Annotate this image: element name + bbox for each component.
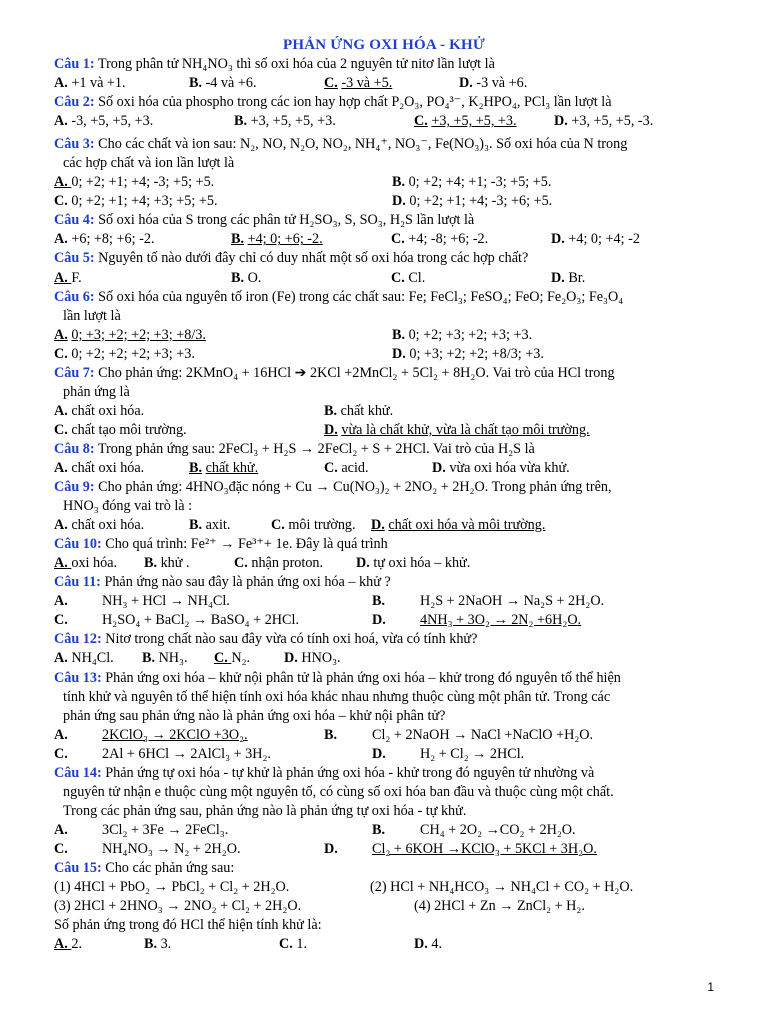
question-1: Câu 1: Trong phân tử NH₄NO₃ thì số oxi hóa của 2 nguyên tử nitơ lần lượt là [54, 56, 495, 72]
option-a: 2KClO₃ → 2KClO +3O₂. [102, 726, 248, 743]
question-8: Câu 8: Trong phản ứng sau: 2FeCl₃ + H₂S → 2FeCl₂ + S + 2HCl. Vai trò của H₂S là [54, 440, 535, 457]
option-d: HNO₃. [301, 650, 341, 667]
option-b: -4 và +6. [205, 75, 257, 92]
option-a: NH₃ + HCl → NH₄Cl. [102, 593, 230, 610]
option-d: tự oxi hóa – khử. [373, 555, 471, 572]
options-q10: A. oxi hóa. B. khử . C. nhận proton. D. tự oxi hóa – khử. [54, 554, 718, 573]
option-d: 4NH₃ + 3O₂ → 2N₂ +6H₂O. [420, 612, 582, 629]
option-a: +6; +8; +6; -2. [71, 231, 155, 248]
option-c: acid. [341, 459, 369, 476]
reactions-q15-row1 [54, 878, 718, 897]
option-c: +3, +5, +5, +3. [431, 113, 517, 130]
option-b: +4; 0; +6; -2. [247, 231, 323, 248]
option-a: oxi hóa. [71, 555, 118, 572]
question-11: Câu 11: Phản ứng nào sau đây là phản ứng oxi hóa – khử ? [54, 574, 391, 591]
question-3-line2: các hợp chất và ion lần lượt là [63, 155, 235, 172]
options-q15: A. 2. B. 3. C. 1. D. 4. [54, 935, 718, 954]
question-6-line2: lần lượt là [63, 307, 121, 324]
options-q6: A. 0; +3; +2; +2; +3; +8/3. B. 0; +2; +3; +2; +3; +3. [54, 326, 718, 345]
option-d: Br. [568, 269, 586, 286]
option-c: môi trường. [288, 517, 356, 534]
options-q8: A. chất oxi hóa. B. chất khử. C. acid. D. vừa oxi hóa vừa khử. [54, 459, 718, 478]
question-6: Câu 6: Số oxi hóa của nguyên tố iron (Fe) trong các chất sau: Fe; FeCl₃; FeSO₄; FeO; Fe₂O₃; Fe₃O₄ [54, 288, 624, 305]
option-c: -3 và +5. [341, 75, 393, 92]
option-c: 1. [296, 936, 307, 953]
reaction-4: (4) 2HCl + Zn → ZnCl₂ + H₂. [414, 898, 585, 915]
option-b: khử . [160, 555, 190, 572]
option-b: Cl₂ + 2NaOH → NaCl +NaClO +H₂O. [372, 726, 594, 743]
options-q14: A. 3Cl₂ + 3Fe → 2FeCl₃. B. CH₄ + 2O₂ →CO₂ + 2H₂O. [54, 821, 718, 840]
options-q3-row2: C. 0; +2; +1; +4; +3; +5; +5. D. 0; +2; +1; +4; -3; +6; +5. [54, 192, 718, 211]
options-q1: A. +1 và +1. B. -4 và +6. C. -3 và +5. D. -3 và +6. [54, 74, 718, 93]
question-14-line3: Trong các phản ứng sau, phản ứng nào là phản ứng tự oxi hóa - tự khử. [63, 802, 467, 819]
options-q12: A. NH₄Cl. B. NH₃. C. N₂. D. HNO₃. [54, 649, 718, 668]
option-c: +4; -8; +6; -2. [408, 231, 489, 248]
option-b: NH₃. [158, 650, 188, 667]
options-q4: A. +6; +8; +6; -2. B. +4; 0; +6; -2. C. +4; -8; +6; -2. D. +4; 0; +4; -2 [54, 230, 718, 249]
option-b: +3, +5, +5, +3. [250, 113, 336, 130]
option-b: H₂S + 2NaOH → Na₂S + 2H₂O. [420, 593, 605, 610]
question-9: Câu 9: Cho phản ứng: 4HNO₃đặc nóng + Cu → Cu(NO₃)₂ + 2NO₂ + 2H₂O. Trong phản ứng trên, [54, 479, 612, 496]
reaction-3: (3) 2HCl + 2HNO₃ → 2NO₂ + Cl₂ + 2H₂O. [54, 898, 302, 915]
option-a: 3Cl₂ + 3Fe → 2FeCl₃. [102, 821, 229, 838]
option-b: 0; +2; +3; +2; +3; +3. [408, 326, 533, 343]
option-d: -3 và +6. [476, 75, 528, 92]
option-d: chất oxi hóa và môi trường. [388, 517, 546, 534]
option-d: vừa oxi hóa vừa khử. [449, 459, 570, 476]
option-c: 2Al + 6HCl → 2AlCl₃ + 3H₂. [102, 745, 271, 762]
option-b: O. [247, 269, 262, 286]
reactions-q15-row2 [54, 897, 718, 916]
question-13-line2: tính khử và nguyên tố thể hiện tính oxi hóa khác nhau nhưng thuộc cùng một phân tử. Trong các [63, 688, 611, 705]
option-d: Cl₂ + 6KOH →KClO₃ + 5KCl + 3H₂O. [372, 840, 597, 857]
question-13-line3: phản ứng sau phản ứng nào là phản ứng oxi hóa – khử nội phân tử? [63, 707, 446, 724]
option-d: +4; 0; +4; -2 [568, 231, 640, 248]
options-q7-row2: C. chất tạo môi trường. D. vừa là chất khử, vừa là chất tạo môi trường. [54, 421, 718, 440]
question-10: Câu 10: Cho quá trình: Fe²⁺ → Fe³⁺+ 1e. Đây là quá trình [54, 536, 388, 553]
options-q13: A. 2KClO₃ → 2KClO +3O₂. B. Cl₂ + 2NaOH → NaCl +NaClO +H₂O. [54, 726, 718, 745]
question-13: Câu 13: Phản ứng oxi hóa – khử nội phân tử là phản ứng oxi hóa – khử trong đó nguyên tố thể hiện [54, 669, 621, 686]
options-q7: A. chất oxi hóa. B. chất khử. [54, 402, 718, 421]
option-c: NH₄NO₃ → N₂ + 2H₂O. [102, 840, 241, 857]
options-q11: A. NH₃ + HCl → NH₄Cl. B. H₂S + 2NaOH → Na₂S + 2H₂O. [54, 592, 718, 611]
option-a: F. [71, 269, 82, 286]
option-a: chất oxi hóa. [71, 402, 145, 419]
reaction-2: (2) HCl + NH₄HCO₃ → NH₄Cl + CO₂ + H₂O. [370, 879, 634, 896]
question-4: Câu 4: Số oxi hóa của S trong các phân tử H₂SO₃, S, SO₃, H₂S lần lượt là [54, 212, 475, 229]
options-q3: A. 0; +2; +1; +4; -3; +5; +5. B. 0; +2; +4; +1; -3; +5; +5. [54, 173, 718, 192]
page-number: 1 [707, 980, 714, 994]
option-b: CH₄ + 2O₂ →CO₂ + 2H₂O. [420, 821, 576, 838]
option-b: chất khử. [340, 402, 394, 419]
option-d: 0; +3; +2; +2; +8/3; +3. [409, 345, 544, 362]
option-d: +3, +5, +5, -3. [571, 113, 654, 130]
option-b: 3. [160, 936, 172, 953]
options-q5: A. F. B. O. C. Cl. D. Br. [54, 269, 718, 288]
option-c: 0; +2; +1; +4; +3; +5; +5. [71, 193, 218, 210]
option-a: NH₄Cl. [71, 650, 114, 667]
option-a: 0; +3; +2; +2; +3; +8/3. [71, 326, 206, 343]
option-a: chất oxi hóa. [71, 517, 145, 534]
question-list [54, 55, 718, 954]
option-a: -3, +5, +5, +3. [71, 113, 154, 130]
question-12: Câu 12: Nitơ trong chất nào sau đây vừa có tính oxi hoá, vừa có tính khử? [54, 631, 478, 648]
option-a: 0; +2; +1; +4; -3; +5; +5. [71, 174, 215, 191]
options-q9: A. chất oxi hóa. B. axit. C. môi trường. D. chất oxi hóa và môi trường. [54, 516, 718, 535]
option-a: chất oxi hóa. [71, 459, 145, 476]
option-d: 0; +2; +1; +4; -3; +6; +5. [409, 193, 553, 210]
options-q14-row2: C. NH₄NO₃ → N₂ + 2H₂O. D. Cl₂ + 6KOH →KClO₃ + 5KCl + 3H₂O. [54, 840, 718, 859]
option-b: 0; +2; +4; +1; -3; +5; +5. [408, 174, 552, 191]
option-a: 2. [71, 936, 82, 953]
option-c: Cl. [408, 269, 426, 286]
question-15-line2: Số phản ứng trong đó HCl thể hiện tính khử là: [54, 917, 322, 934]
question-7-line2: phản ứng là [63, 383, 130, 400]
question-3: Câu 3: Cho các chất và ion sau: N₂, NO, N₂O, NO₂, NH₄⁺, NO₃⁻, Fe(NO₃)₃. Số oxi hóa của N trong [54, 136, 628, 153]
options-q11-row2: C. H₂SO₄ + BaCl₂ → BaSO₄ + 2HCl. D. 4NH₃ + 3O₂ → 2N₂ +6H₂O. [54, 611, 718, 630]
question-2: Câu 2: Số oxi hóa của phospho trong các ion hay hợp chất P₂O₃, PO₄³⁻, K₂HPO₄, PCl₃ lần lượt là [54, 94, 612, 111]
question-15: Câu 15: Cho các phản ứng sau: [54, 859, 235, 876]
option-c: chất tạo môi trường. [71, 421, 187, 438]
question-14-line2: nguyên tử nhận e thuộc cùng một nguyên tố, có cùng số oxi hóa ban đầu và thuộc cùng một chất. [63, 783, 614, 800]
option-c: nhận proton. [251, 555, 324, 572]
option-d: vừa là chất khử, vừa là chất tạo môi trường. [341, 421, 590, 438]
option-d: H₂ + Cl₂ → 2HCl. [420, 745, 525, 762]
document-title: PHẢN ỨNG OXI HÓA - KHỬ [282, 37, 486, 53]
option-b: chất khử. [205, 459, 259, 476]
option-d: 4. [431, 936, 442, 953]
question-14: Câu 14: Phản ứng tự oxi hóa - tự khử là phản ứng oxi hóa - khử trong đó nguyên tử nhường và [54, 764, 595, 781]
option-a: +1 và +1. [71, 75, 126, 92]
option-c: N₂. [231, 650, 251, 667]
option-b: axit. [205, 517, 231, 534]
question-9-line2: HNO₃ đóng vai trò là : [63, 498, 193, 515]
question-5: Câu 5: Nguyên tố nào dưới đây chỉ có duy nhất một số oxi hóa trong các hợp chất? [54, 250, 529, 267]
option-c: H₂SO₄ + BaCl₂ → BaSO₄ + 2HCl. [102, 612, 299, 629]
option-c: 0; +2; +2; +2; +3; +3. [71, 345, 195, 362]
options-q2: A. -3, +5, +5, +3. B. +3, +5, +5, +3. C. +3, +5, +5, +3. D. +3, +5, +5, -3. [54, 112, 718, 131]
options-q6-row2: C. 0; +2; +2; +2; +3; +3. D. 0; +3; +2; +2; +8/3; +3. [54, 345, 718, 364]
question-7: Câu 7: Cho phản ứng: 2KMnO₄ + 16HCl ➔ 2KCl +2MnCl₂ + 5Cl₂ + 8H₂O. Vai trò của HCl trong [54, 364, 615, 381]
options-q13-row2: C. 2Al + 6HCl → 2AlCl₃ + 3H₂. D. H₂ + Cl₂ → 2HCl. [54, 745, 718, 764]
reaction-1: (1) 4HCl + PbO₂ → PbCl₂ + Cl₂ + 2H₂O. [54, 879, 290, 896]
